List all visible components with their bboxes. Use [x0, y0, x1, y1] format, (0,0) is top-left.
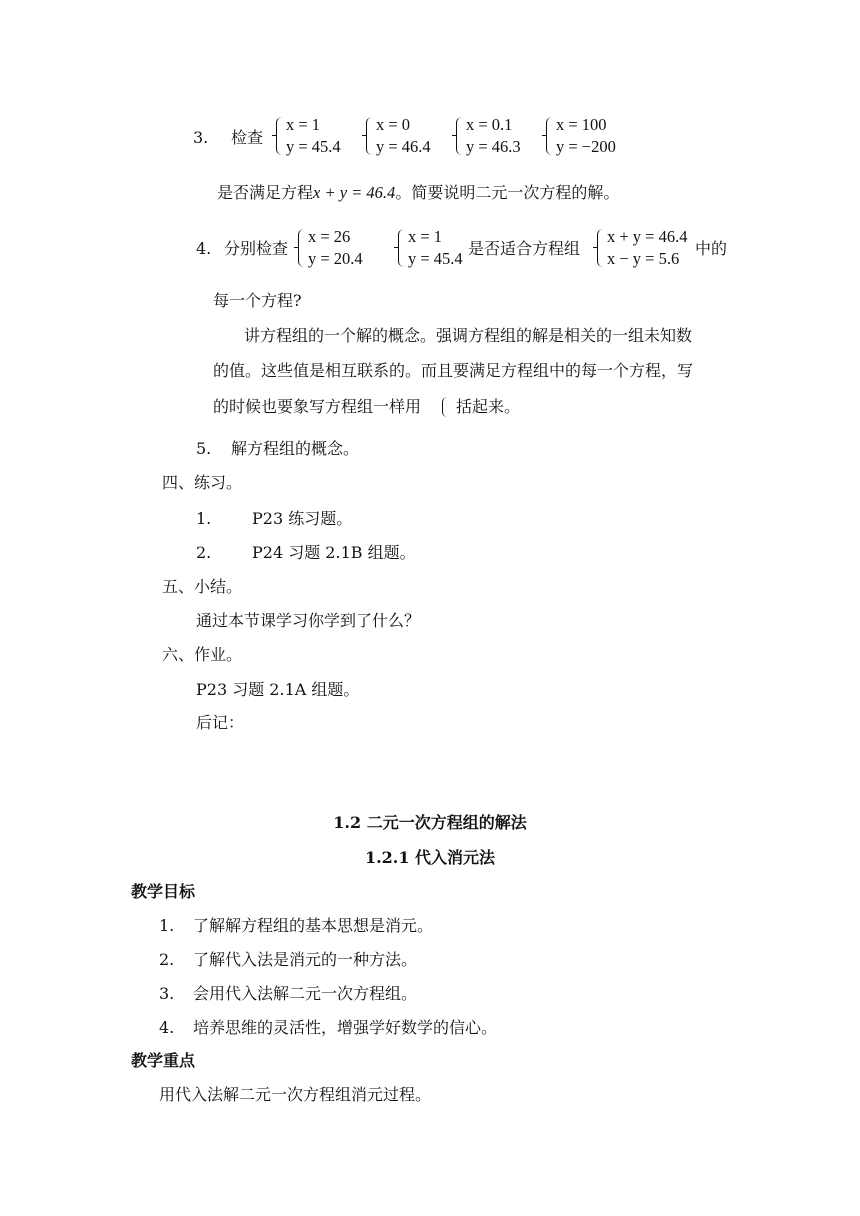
list-item-number: 1. [196, 509, 212, 528]
eq-row: x = 0 [376, 115, 411, 134]
item3-suffix: 。简要说明二元一次方程的解。 [395, 183, 620, 202]
item3-label: 检查 [231, 128, 264, 147]
list-item: 了解代入法是消元的一种方法。 [193, 950, 418, 969]
eq-row: y = 20.4 [308, 249, 363, 268]
section-5-heading: 五、小结。 [162, 577, 243, 596]
afterword-label: 后记： [196, 713, 245, 732]
list-item-number: 2. [159, 950, 175, 969]
eq-row: x = 100 [556, 115, 607, 134]
eq-row: x + y = 46.4 [607, 227, 688, 246]
eq-row: x = 0.1 [466, 115, 513, 134]
item3-number: 3. [193, 128, 209, 147]
para-line-1: 讲方程组的一个解的概念。强调方程组的解是相关的一组未知数 [244, 326, 693, 345]
item4-tail: 中的 [695, 239, 728, 258]
section-4-heading: 四、练习。 [162, 473, 243, 492]
focus-text: 用代入法解二元一次方程组消元过程。 [159, 1085, 432, 1104]
list-item: P23 练习题。 [252, 509, 353, 528]
goals-heading: 教学目标 [131, 882, 196, 901]
para-line-3a: 的时候也要象写方程组一样用 [213, 397, 422, 416]
item3-prefix: 是否满足方程 [217, 183, 314, 202]
eq-row: x = 26 [308, 227, 351, 246]
focus-heading: 教学重点 [131, 1051, 196, 1070]
item4-label: 分别检查 [224, 239, 289, 258]
brace-icon [398, 229, 406, 267]
eq-row: y = 46.4 [376, 137, 431, 156]
brace-icon [366, 117, 374, 155]
eq-row: y = 45.4 [286, 137, 341, 156]
brace-icon [597, 229, 605, 267]
list-item: 了解解方程组的基本思想是消元。 [193, 916, 434, 935]
brace-icon [276, 117, 284, 155]
brace-icon [546, 117, 554, 155]
item5-number: 5. [196, 439, 212, 458]
brace-icon [442, 397, 449, 417]
section-6-heading: 六、作业。 [162, 645, 243, 664]
brace-icon [456, 117, 464, 155]
list-item: 会用代入法解二元一次方程组。 [193, 984, 418, 1003]
item3-equation: x + y = 46.4 [313, 183, 396, 202]
para-line-3b: 括起来。 [456, 397, 521, 416]
para-line-2: 的值。这些值是相互联系的。而且要满足方程组中的每一个方程，写 [213, 361, 694, 380]
item3-line2 [217, 183, 619, 203]
brace-icon [298, 229, 306, 267]
lesson-subtitle: 1.2.1 代入消元法 [364, 848, 496, 867]
list-item-number: 2. [196, 543, 212, 562]
item4-mid: 是否适合方程组 [468, 239, 581, 258]
eq-row: y = 45.4 [408, 249, 463, 268]
section-6-text: P23 习题 2.1A 组题。 [196, 680, 360, 699]
list-item-number: 4. [159, 1018, 175, 1037]
item4-line2: 每一个方程? [213, 291, 302, 310]
list-item-number: 1. [159, 916, 175, 935]
eq-row: x = 1 [286, 115, 321, 134]
list-item: P24 习题 2.1B 组题。 [252, 543, 416, 562]
item4-number: 4. [196, 239, 212, 258]
list-item-number: 3. [159, 984, 175, 1003]
lesson-title: 1.2 二元一次方程组的解法 [333, 813, 527, 832]
eq-row: y = 46.3 [466, 137, 521, 156]
item5-text: 解方程组的概念。 [231, 439, 360, 458]
eq-row: y = −200 [556, 137, 616, 156]
eq-row: x = 1 [408, 227, 443, 246]
eq-row: x − y = 5.6 [607, 249, 680, 268]
section-5-text: 通过本节课学习你学到了什么？ [196, 611, 421, 630]
list-item: 培养思维的灵活性，增强学好数学的信心。 [193, 1018, 498, 1037]
